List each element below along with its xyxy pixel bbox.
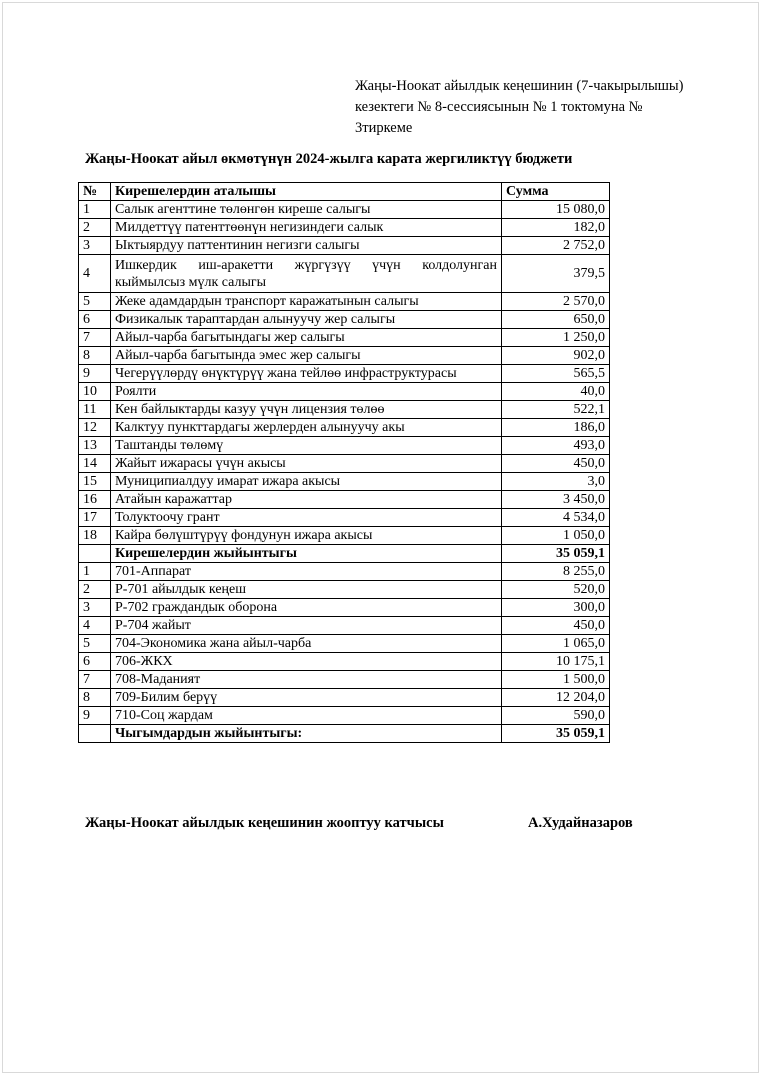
table-row [79,707,610,725]
table-row [79,255,610,293]
row-num: 8 [79,347,111,365]
row-sum: 2 570,0 [502,293,610,311]
row-sum: 1 250,0 [502,329,610,347]
row-sum: 1 500,0 [502,671,610,689]
budget-table [78,182,610,743]
table-row [79,293,610,311]
row-sum: 520,0 [502,581,610,599]
row-num: 9 [79,365,111,383]
row-name: Р-702 граждандык оборона [111,599,502,617]
document-page [2,2,759,1073]
table-row [79,599,610,617]
row-name: Чыгымдардын жыйынтыгы: [111,725,502,743]
row-name: Айыл-чарба багытындагы жер салыгы [111,329,502,347]
table-header-row [79,183,610,201]
row-sum: 1 050,0 [502,527,610,545]
row-num: 6 [79,653,111,671]
row-sum: 182,0 [502,219,610,237]
row-sum: 3,0 [502,473,610,491]
table-row [79,581,610,599]
row-sum: 902,0 [502,347,610,365]
row-name: Айыл-чарба багытында эмес жер салыгы [111,347,502,365]
row-num: 13 [79,437,111,455]
row-num: 11 [79,401,111,419]
row-sum: 186,0 [502,419,610,437]
table-row [79,219,610,237]
row-name: 704-Экономика жана айыл-чарба [111,635,502,653]
row-name: Жайыт ижарасы үчүн акысы [111,455,502,473]
row-sum: 300,0 [502,599,610,617]
row-name: Калктуу пункттардагы жерлерден алынуучу акы [111,419,502,437]
table-row [79,329,610,347]
table-row [79,653,610,671]
row-name: Физикалык тараптардан алынуучу жер салыгы [111,311,502,329]
row-num [79,725,111,743]
row-name: Кайра бөлүштүрүү фондунун ижара акысы [111,527,502,545]
row-sum: 590,0 [502,707,610,725]
row-sum: 35 059,1 [502,545,610,563]
row-sum: 2 752,0 [502,237,610,255]
row-num: 2 [79,581,111,599]
row-sum: 12 204,0 [502,689,610,707]
row-num [79,545,111,563]
row-num: 4 [79,255,111,293]
row-name: Толуктоочу грант [111,509,502,527]
row-num: 9 [79,707,111,725]
row-sum: 493,0 [502,437,610,455]
signature-name: А.Худайназаров [528,815,633,831]
row-name: Кен байлыктарды казуу үчүн лицензия төлөө [111,401,502,419]
row-name: Ыктыярдуу паттентинин негизги салыгы [111,237,502,255]
row-sum: 40,0 [502,383,610,401]
table-row [79,237,610,255]
table-row [79,725,610,743]
row-num: 5 [79,635,111,653]
row-sum: 650,0 [502,311,610,329]
row-num: 16 [79,491,111,509]
row-name: Муниципиалдуу имарат ижара акысы [111,473,502,491]
header-line-3: 3тиркеме [355,120,413,136]
row-num: 7 [79,671,111,689]
row-sum: 15 080,0 [502,201,610,219]
row-sum: 3 450,0 [502,491,610,509]
row-num: 1 [79,201,111,219]
row-name: Р-704 жайыт [111,617,502,635]
row-sum: 450,0 [502,455,610,473]
header-num: № [79,183,111,201]
table-row [79,509,610,527]
signature-block [85,815,705,832]
row-num: 3 [79,237,111,255]
header-sum: Сумма [502,183,610,201]
table-row [79,347,610,365]
row-num: 15 [79,473,111,491]
row-num: 18 [79,527,111,545]
table-row [79,563,610,581]
row-num: 1 [79,563,111,581]
table-row [79,437,610,455]
table-row [79,311,610,329]
row-num: 12 [79,419,111,437]
table-row [79,365,610,383]
row-name: 706-ЖКХ [111,653,502,671]
row-name: Жеке адамдардын транспорт каражатынын салыгы [111,293,502,311]
row-sum: 35 059,1 [502,725,610,743]
row-num: 8 [79,689,111,707]
table-row [79,689,610,707]
row-sum: 522,1 [502,401,610,419]
row-name: Атайын каражаттар [111,491,502,509]
table-row [79,455,610,473]
row-sum: 450,0 [502,617,610,635]
row-name: Кирешелердин жыйынтыгы [111,545,502,563]
row-name: Роялти [111,383,502,401]
table-row [79,617,610,635]
row-sum: 8 255,0 [502,563,610,581]
appendix-header [355,76,725,139]
table-row [79,545,610,563]
header-line-1: Жаңы-Ноокат айылдык кеңешинин (7-чакырылышы) [355,78,684,94]
signature-role: Жаңы-Ноокат айылдык кеңешинин жооптуу катчысы [85,815,444,831]
row-num: 7 [79,329,111,347]
row-num: 14 [79,455,111,473]
header-name: Кирешелердин аталышы [111,183,502,201]
row-name: 708-Маданият [111,671,502,689]
document-title: Жаңы-Ноокат айыл өкмөтүнүн 2024-жылга карата жергиликтүү бюджети [85,151,573,167]
row-name: 709-Билим берүү [111,689,502,707]
row-sum: 565,5 [502,365,610,383]
table-row [79,635,610,653]
row-sum: 379,5 [502,255,610,293]
table-row [79,419,610,437]
table-row [79,201,610,219]
table-row [79,401,610,419]
row-name: Чегерүүлөрдү өнүктүрүү жана тейлөө инфраструктурасы [111,365,502,383]
row-name: Таштанды төлөмү [111,437,502,455]
header-line-2: кезектеги № 8-сессиясынын № 1 токтомуна № [355,99,643,115]
table-row [79,383,610,401]
row-name: 710-Соц жардам [111,707,502,725]
row-name: Ишкердик иш-аракетти жүргүзүү үчүн колдолунган кыймылсыз мүлк салыгы [111,255,502,293]
row-num: 10 [79,383,111,401]
row-num: 5 [79,293,111,311]
table-row [79,527,610,545]
row-num: 17 [79,509,111,527]
row-name: Милдеттүү патенттөөнүн негизиндеги салык [111,219,502,237]
row-name: 701-Аппарат [111,563,502,581]
row-name: Салык агенттине төлөнгөн киреше салыгы [111,201,502,219]
row-sum: 1 065,0 [502,635,610,653]
row-sum: 10 175,1 [502,653,610,671]
row-num: 4 [79,617,111,635]
row-num: 6 [79,311,111,329]
table-row [79,473,610,491]
row-name: Р-701 айылдык кеңеш [111,581,502,599]
row-num: 2 [79,219,111,237]
row-num: 3 [79,599,111,617]
row-sum: 4 534,0 [502,509,610,527]
table-row [79,671,610,689]
table-row [79,491,610,509]
